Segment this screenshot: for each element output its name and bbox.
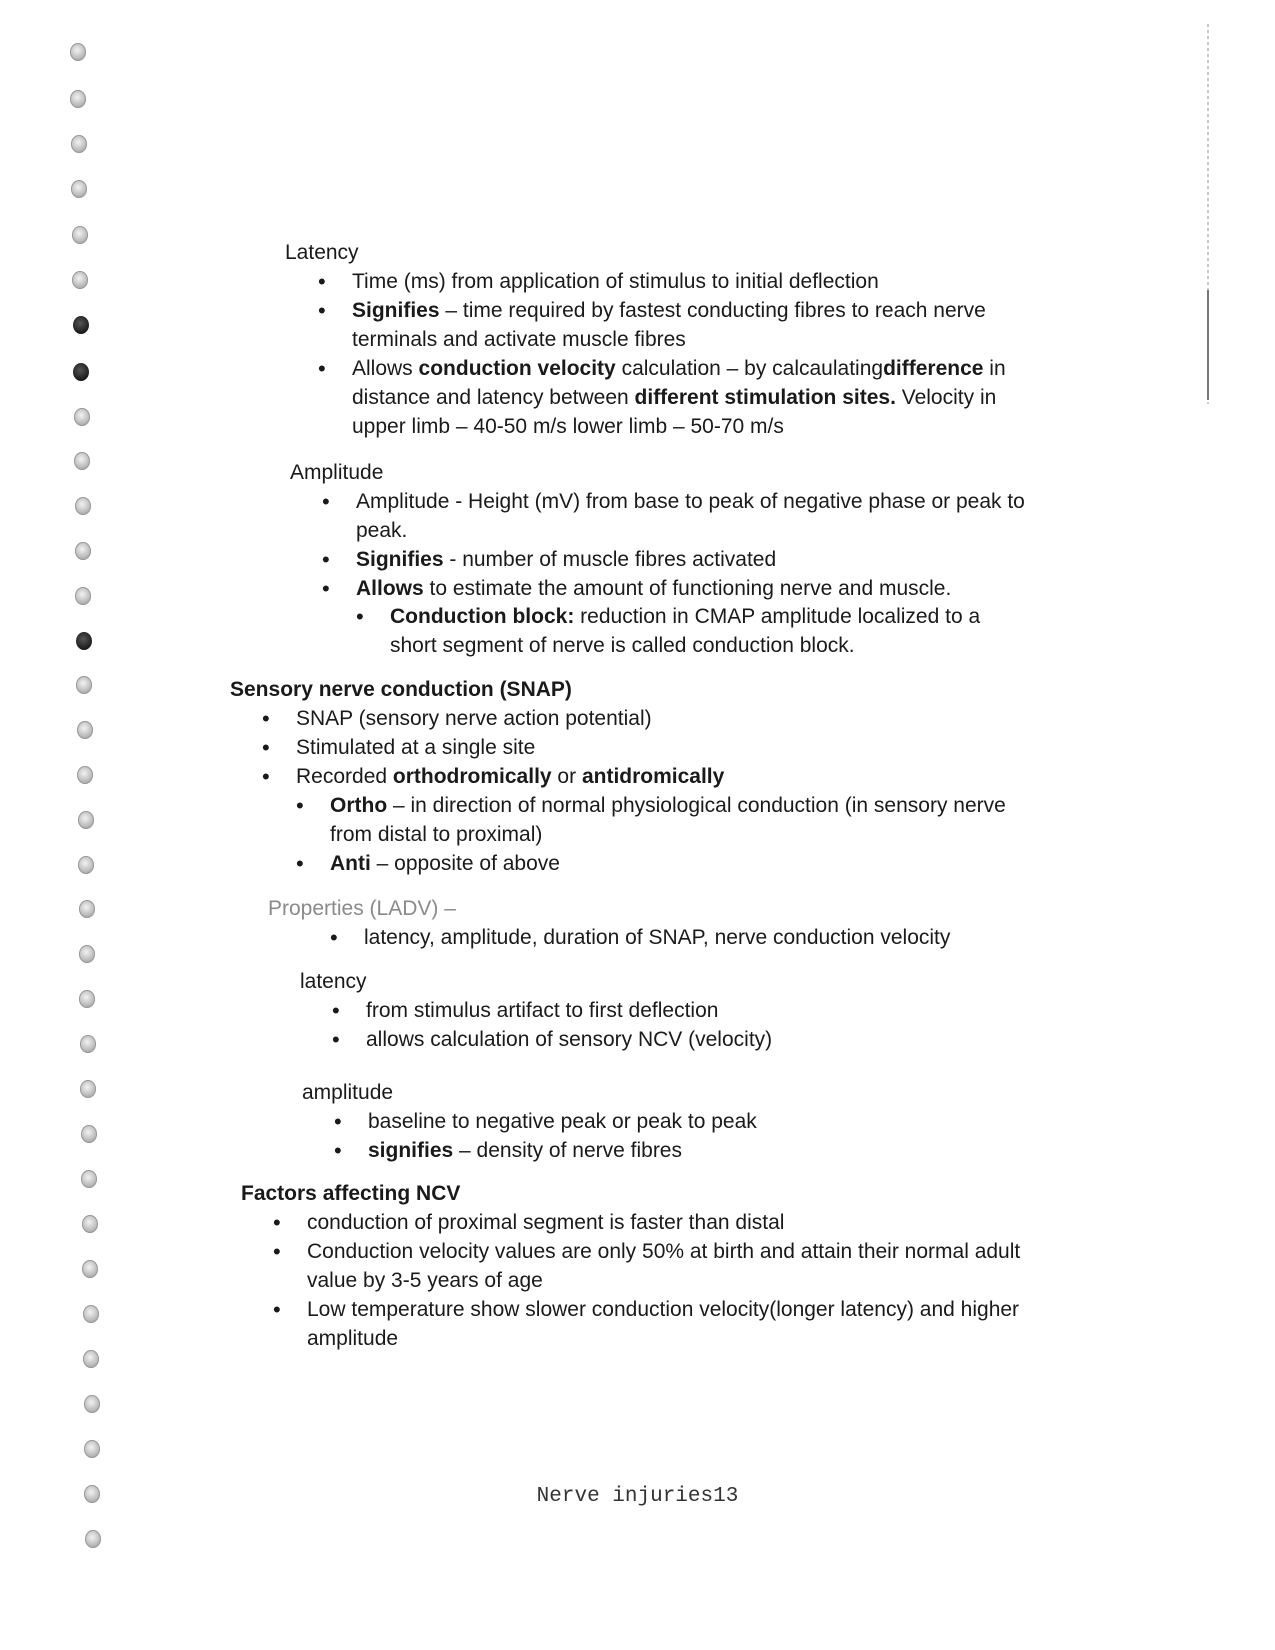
bold-term: Ortho	[330, 794, 388, 817]
list-item	[296, 849, 1036, 878]
sensory-amplitude-list	[334, 1107, 1034, 1165]
binding-hole	[79, 945, 95, 963]
binding-hole	[70, 90, 86, 108]
binding-hole	[84, 1395, 100, 1413]
page-footer: Nerve injuries13	[536, 1485, 739, 1508]
bold-term: orthodromically	[392, 765, 552, 788]
item-text: – density of nerve fibres	[453, 1139, 682, 1162]
item-text: conduction of proximal segment is faster than distal	[307, 1211, 785, 1234]
binding-hole	[81, 1125, 97, 1143]
bold-term: conduction velocity	[418, 357, 616, 380]
binding-hole	[78, 856, 94, 874]
conduction-block-sublist	[356, 602, 1016, 660]
item-text: – opposite of above	[370, 852, 560, 875]
binding-hole	[80, 1035, 96, 1053]
binding-hole	[76, 676, 92, 694]
item-text: Allows	[352, 357, 419, 380]
binding-hole	[74, 452, 90, 470]
item-text: - number of muscle fibres activated	[443, 548, 777, 571]
latency-heading: Latency	[285, 241, 359, 264]
item-text: calculation – by calcaulating	[615, 357, 884, 380]
binding-hole	[79, 900, 95, 918]
bold-term: Signifies	[352, 299, 440, 322]
item-text: in distance and latency between	[352, 357, 1006, 409]
bold-term: Conduction block:	[390, 605, 575, 628]
item-text: Amplitude - Height (mV) from base to peak of negative phase or peak to peak.	[356, 490, 1025, 542]
binding-hole	[75, 497, 91, 515]
item-text: or	[551, 765, 582, 788]
binding-hole	[70, 43, 86, 61]
list-item	[322, 574, 1032, 603]
properties-list	[330, 923, 1030, 952]
list-item	[332, 996, 1032, 1025]
bold-term: Signifies	[356, 548, 444, 571]
binding-hole	[74, 408, 90, 426]
item-text: Conduction velocity values are only 50% at birth and attain their normal adult value by 3-5 years of age	[307, 1240, 1021, 1292]
factors-list	[273, 1208, 1043, 1353]
binding-hole	[78, 811, 94, 829]
binding-hole	[77, 721, 93, 739]
item-text: latency, amplitude, duration of SNAP, nerve conduction velocity	[364, 926, 951, 949]
list-item	[318, 354, 1028, 441]
list-item	[356, 602, 1016, 660]
amplitude-list	[322, 487, 1032, 603]
list-item	[273, 1237, 1043, 1295]
binding-hole	[81, 1170, 97, 1188]
factors-heading: Factors affecting NCV	[241, 1182, 461, 1205]
item-text: reduction in CMAP amplitude localized to a short segment of nerve is called conduction block.	[390, 605, 981, 657]
binding-hole	[79, 990, 95, 1008]
bold-term: antidromically	[581, 765, 725, 788]
binding-hole	[83, 1350, 99, 1368]
list-item	[262, 704, 1022, 733]
list-item	[322, 545, 1032, 574]
bold-term: Anti	[330, 852, 371, 875]
binding-hole	[73, 316, 89, 334]
bold-term: difference	[883, 357, 984, 380]
list-item	[318, 267, 1028, 296]
item-text: – in direction of normal physiological conduction (in sensory nerve from distal to proximal)	[330, 794, 1006, 846]
item-text: baseline to negative peak or peak to peak	[368, 1110, 757, 1133]
list-item	[322, 487, 1032, 545]
binding-hole	[73, 363, 89, 381]
item-text: Low temperature show slower conduction velocity(longer latency) and higher amplitude	[307, 1298, 1020, 1350]
bold-term: Allows	[356, 577, 424, 600]
scan-edge-line	[1207, 290, 1209, 400]
list-item	[262, 762, 1022, 791]
item-text: Time (ms) from application of stimulus to initial deflection	[352, 270, 879, 293]
binding-hole	[72, 271, 88, 289]
binding-hole	[82, 1260, 98, 1278]
list-item	[318, 296, 1028, 354]
item-text: SNAP (sensory nerve action potential)	[296, 707, 652, 730]
sensory-latency-list	[332, 996, 1032, 1054]
bold-term: different stimulation sites.	[634, 386, 896, 409]
list-item	[334, 1107, 1034, 1136]
item-text: from stimulus artifact to first deflection	[366, 999, 719, 1022]
binding-hole	[84, 1440, 100, 1458]
binding-hole	[71, 135, 87, 153]
list-item	[273, 1295, 1043, 1353]
item-text: to estimate the amount of functioning nerve and muscle.	[423, 577, 952, 600]
list-item	[334, 1136, 1034, 1165]
snap-list	[262, 704, 1022, 791]
binding-hole	[71, 180, 87, 198]
binding-hole	[85, 1530, 101, 1548]
binding-hole	[76, 632, 92, 650]
binding-hole	[82, 1215, 98, 1233]
properties-heading: Properties (LADV) –	[268, 897, 456, 920]
sensory-latency-heading: latency	[300, 970, 367, 993]
latency-list	[318, 267, 1028, 441]
list-item	[330, 923, 1030, 952]
list-item	[262, 733, 1022, 762]
item-text: Stimulated at a single site	[296, 736, 536, 759]
snap-heading: Sensory nerve conduction (SNAP)	[230, 678, 572, 701]
item-text: Recorded	[296, 765, 393, 788]
binding-hole	[80, 1080, 96, 1098]
list-item	[332, 1025, 1032, 1054]
binding-hole	[83, 1305, 99, 1323]
list-item	[296, 791, 1036, 849]
ortho-anti-sublist	[296, 791, 1036, 878]
list-item	[273, 1208, 1043, 1237]
item-text: – time required by fastest conducting fibres to reach nerve terminals and activate muscle fibres	[352, 299, 986, 351]
binding-hole	[77, 766, 93, 784]
bold-term: signifies	[368, 1139, 454, 1162]
item-text: allows calculation of sensory NCV (velocity)	[366, 1028, 773, 1051]
binding-hole	[72, 226, 88, 244]
item-text: Velocity in upper limb – 40-50 m/s lower limb – 50-70 m/s	[352, 386, 997, 438]
binding-hole	[75, 587, 91, 605]
binding-hole	[75, 542, 91, 560]
amplitude-heading: Amplitude	[290, 461, 384, 484]
sensory-amplitude-heading: amplitude	[302, 1081, 394, 1104]
binding-holes	[0, 0, 130, 1650]
